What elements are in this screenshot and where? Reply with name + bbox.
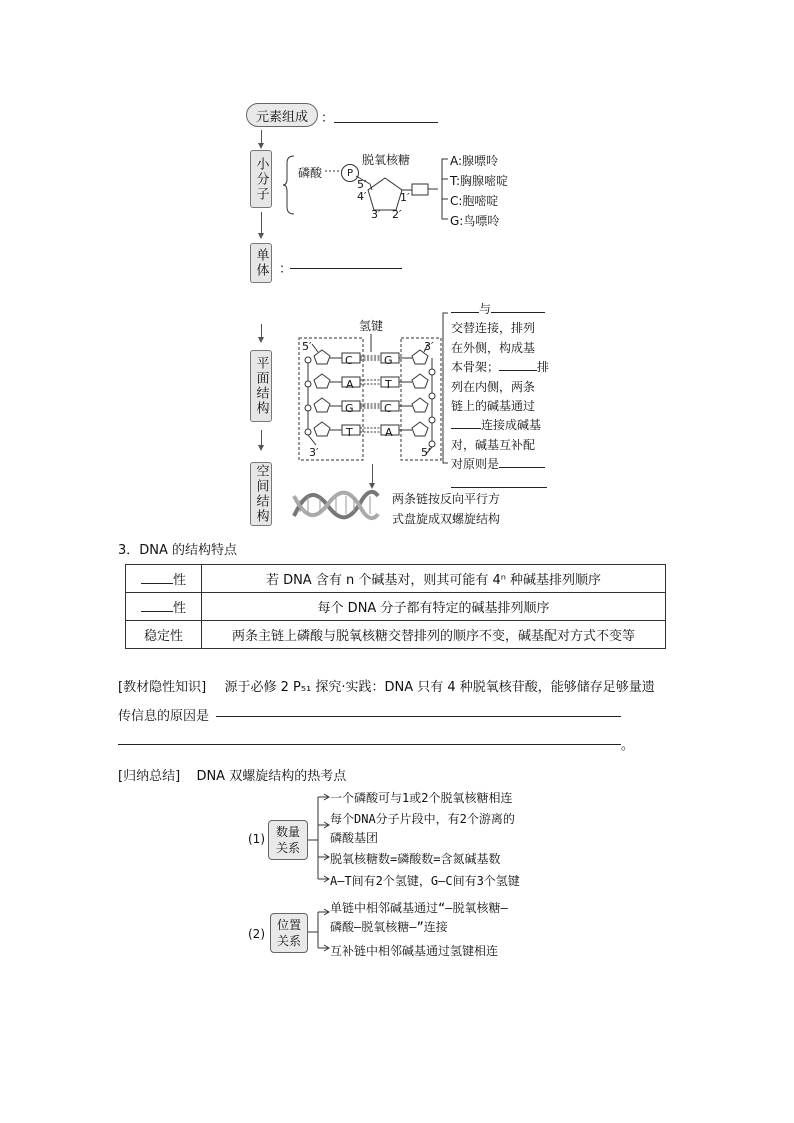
- spatial-text-1: 两条链按反向平行方: [392, 492, 501, 506]
- right-base-4: A: [385, 426, 393, 439]
- summary-heading: [118, 765, 346, 784]
- c4-label: 4′: [357, 190, 367, 203]
- hidden-knowledge-text1: 源于必修 2 P₅₁ 探究·实践：DNA 只有 4 种脱氧核苷酸，能够储存足够量遗: [224, 680, 655, 695]
- right-base-2: T: [385, 378, 392, 391]
- elements-box: 元素组成: [246, 103, 318, 127]
- left-base-1: C: [345, 354, 353, 367]
- monomer-blank: [290, 254, 402, 269]
- features-table: [125, 564, 666, 649]
- group1-item-3: 磷酸基团: [330, 831, 379, 845]
- arrow-4: [261, 430, 262, 446]
- group2-item-3: 互补链中相邻碱基通过氢键相连: [330, 944, 499, 958]
- table-cell-right: 若 DNA 含有 n 个碱基对，则其可能有 4ⁿ 种碱基排列顺序: [202, 565, 666, 593]
- end-3-top: 3′: [424, 340, 434, 353]
- left-base-3: G: [345, 402, 354, 415]
- group2-item-1: 单链中相邻碱基通过“—脱氧核糖—: [330, 901, 508, 915]
- hidden-knowledge-line1: [118, 676, 655, 695]
- c3-label: 3′: [371, 208, 381, 221]
- elements-blank: [334, 108, 438, 123]
- end-3-bottom: 3′: [309, 446, 319, 459]
- group1-bracket: [308, 793, 330, 885]
- arrow-3: [261, 324, 262, 338]
- group2-item-2: 磷酸—脱氧核糖—”连接: [330, 920, 448, 934]
- small-molecule-box: 小分子: [250, 150, 272, 208]
- monomer-box: 单体: [250, 243, 272, 283]
- end-5-bottom: 5′: [421, 446, 431, 459]
- hidden-knowledge-tag: [教材隐性知识]: [118, 680, 207, 695]
- hidden-knowledge-text2: 传信息的原因是: [118, 709, 210, 724]
- base-g: G:鸟嘌呤: [450, 214, 500, 228]
- hidden-answer-blank-1: [216, 700, 621, 717]
- hidden-answer-blank-2: [118, 728, 621, 745]
- end-5-top: 5′: [302, 340, 312, 353]
- spatial-box: 空间结构: [250, 462, 272, 526]
- arrow-1: [261, 130, 262, 144]
- c2-label: 2′: [392, 208, 402, 221]
- spatial-text-2: 式盘旋成双螺旋结构: [392, 512, 501, 526]
- phosphate-label: 磷酸: [298, 166, 323, 180]
- hidden-knowledge-end: 。: [621, 738, 635, 753]
- left-brace: [282, 155, 296, 215]
- group2-bracket: [308, 906, 330, 954]
- group2-label: 位置关系: [270, 913, 308, 953]
- planar-bracket: [441, 312, 449, 464]
- group1-label: 数量关系: [268, 820, 308, 860]
- table-row: [126, 565, 666, 593]
- hydrogen-bond-label: 氢键: [359, 319, 384, 333]
- planar-ladder: [298, 330, 443, 465]
- c5-label: 5′: [357, 178, 367, 191]
- group2-num: (2): [248, 927, 265, 941]
- table-row: [126, 621, 666, 649]
- table-cell-left: 性: [126, 593, 202, 621]
- double-helix-image: [292, 486, 380, 524]
- table-cell-right: 每个 DNA 分子都有特定的碱基排列顺序: [202, 593, 666, 621]
- left-base-4: T: [346, 426, 353, 439]
- table-cell-left: 性: [126, 565, 202, 593]
- base-c: C:胞嘧啶: [450, 194, 499, 208]
- sugar-label: 脱氧核糖: [362, 153, 411, 167]
- summary-title: DNA 双螺旋结构的热考点: [196, 769, 347, 784]
- p-circle: P: [341, 164, 359, 182]
- arrow-2: [261, 212, 262, 234]
- table-cell-left: 稳定性: [126, 621, 202, 649]
- right-base-1: G: [384, 354, 393, 367]
- table-row: [126, 593, 666, 621]
- arrow-5: [372, 464, 373, 484]
- group1-item-4: 脱氧核糖数=磷酸数=含氮碱基数: [330, 852, 501, 866]
- planar-text: 与 交替连接，排列 在外侧，构成基 本骨架； 排 列在内侧，两条 链上的碱基通过 连接成碱基 对，碱基互补配 对原则是: [451, 300, 561, 494]
- group1-num: (1): [248, 832, 265, 846]
- summary-tag: [归纳总结]: [118, 769, 181, 784]
- group1-item-2: 每个DNA分子片段中，有2个游离的: [330, 812, 515, 826]
- planar-box: 平面结构: [250, 350, 272, 422]
- section3-title: 3．DNA 的结构特点: [118, 543, 238, 558]
- c1-label: 1′: [400, 191, 410, 204]
- base-t: T:胸腺嘧啶: [450, 174, 509, 188]
- elements-colon: ：: [321, 111, 335, 126]
- left-base-2: A: [346, 378, 354, 391]
- table-cell-right: 两条主链上磷酸与脱氧核糖交替排列的顺序不变，碱基配对方式不变等: [202, 621, 666, 649]
- group1-item-5: A—T间有2个氢键，G—C间有3个氢键: [330, 874, 520, 888]
- group1-item-1: 一个磷酸可与1或2个脱氧核糖相连: [330, 791, 513, 805]
- base-a: A:腺嘌呤: [450, 154, 499, 168]
- monomer-colon: ：: [279, 262, 293, 277]
- right-base-3: C: [384, 402, 392, 415]
- bases-bracket: [438, 157, 450, 221]
